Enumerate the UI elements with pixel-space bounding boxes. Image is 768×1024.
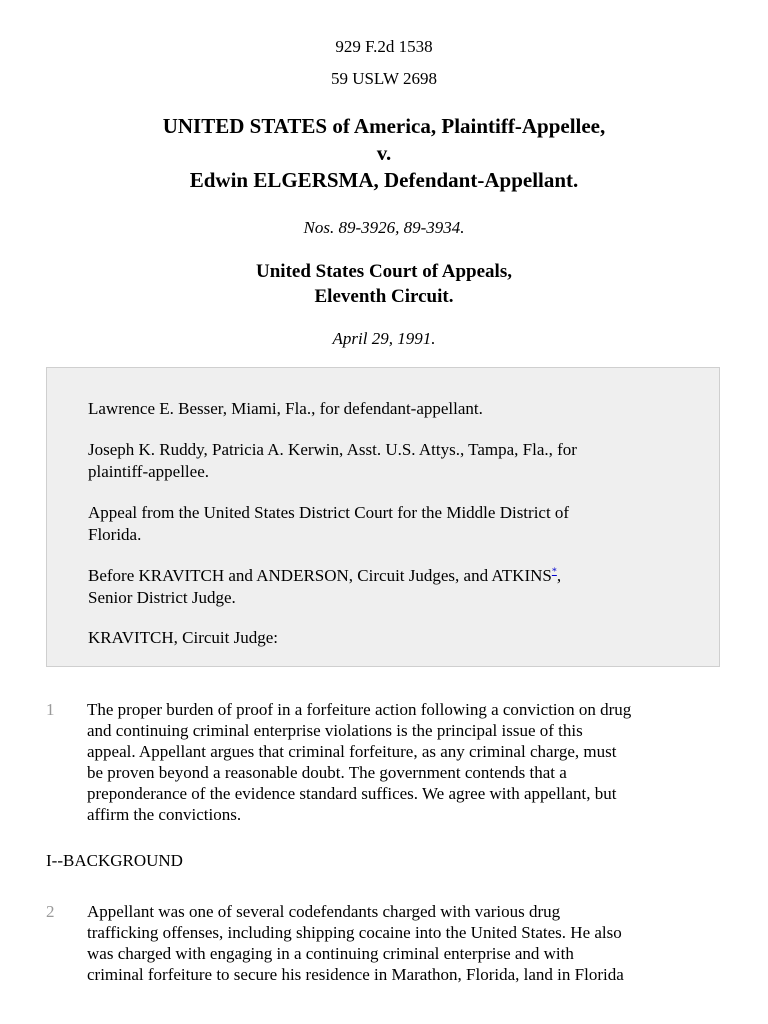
paragraph-line: criminal forfeiture to secure his residence in Marathon, Florida, land in Florida bbox=[87, 965, 624, 984]
paragraph-number: 1 bbox=[46, 700, 55, 719]
paragraph-line: was charged with engaging in a continuing criminal enterprise and with bbox=[87, 944, 574, 963]
citation-uslw: 59 USLW 2698 bbox=[330, 69, 438, 88]
opinion-author: KRAVITCH, Circuit Judge: bbox=[88, 628, 278, 647]
section-heading: I--BACKGROUND bbox=[46, 851, 183, 870]
panel-line1 bbox=[88, 565, 688, 586]
counsel-box bbox=[46, 367, 720, 667]
paragraph-line: The proper burden of proof in a forfeiture action following a conviction on drug bbox=[87, 700, 632, 719]
court-circuit: Eleventh Circuit. bbox=[314, 286, 454, 307]
appeal-from-line2: Florida. bbox=[88, 525, 142, 544]
panel-comma: , bbox=[556, 566, 562, 585]
court-name: United States Court of Appeals, bbox=[256, 261, 512, 282]
footnote-link[interactable]: * bbox=[551, 566, 557, 578]
paragraph-2 bbox=[87, 901, 727, 985]
paragraph-line: trafficking offenses, including shipping cocaine into the United States. He also bbox=[87, 923, 622, 942]
appeal-from-line1: Appeal from the United States District Court for the Middle District of bbox=[88, 503, 570, 522]
paragraph-1 bbox=[87, 699, 727, 825]
panel-judges-text: Before KRAVITCH and ANDERSON, Circuit Judges, and ATKINS bbox=[88, 566, 552, 585]
caption-versus: v. bbox=[376, 141, 392, 165]
counsel-defendant: Lawrence E. Besser, Miami, Fla., for defendant-appellant. bbox=[88, 399, 483, 418]
citation-reporter: 929 F.2d 1538 bbox=[335, 37, 433, 56]
counsel-plaintiff-line1: Joseph K. Ruddy, Patricia A. Kerwin, Asst. U.S. Attys., Tampa, Fla., for bbox=[88, 440, 577, 459]
paragraph-line: affirm the convictions. bbox=[87, 805, 242, 824]
decision-date: April 29, 1991. bbox=[332, 329, 436, 348]
counsel-plaintiff-line2: plaintiff-appellee. bbox=[88, 462, 209, 481]
paragraph-line: be proven beyond a reasonable doubt. The government contends that a bbox=[87, 763, 567, 782]
paragraph-line: and continuing criminal enterprise violations is the principal issue of this bbox=[87, 721, 583, 740]
paragraph-number: 2 bbox=[46, 902, 55, 921]
panel-line2: Senior District Judge. bbox=[88, 588, 236, 607]
caption-defendant: Edwin ELGERSMA, Defendant-Appellant. bbox=[189, 168, 579, 192]
paragraph-line: preponderance of the evidence standard suffices. We agree with appellant, but bbox=[87, 784, 617, 803]
docket-numbers: Nos. 89-3926, 89-3934. bbox=[303, 218, 465, 237]
paragraph-line: Appellant was one of several codefendants charged with various drug bbox=[87, 902, 561, 921]
caption-plaintiff: UNITED STATES of America, Plaintiff-Appellee, bbox=[162, 114, 606, 138]
paragraph-line: appeal. Appellant argues that criminal forfeiture, as any criminal charge, must bbox=[87, 742, 617, 761]
